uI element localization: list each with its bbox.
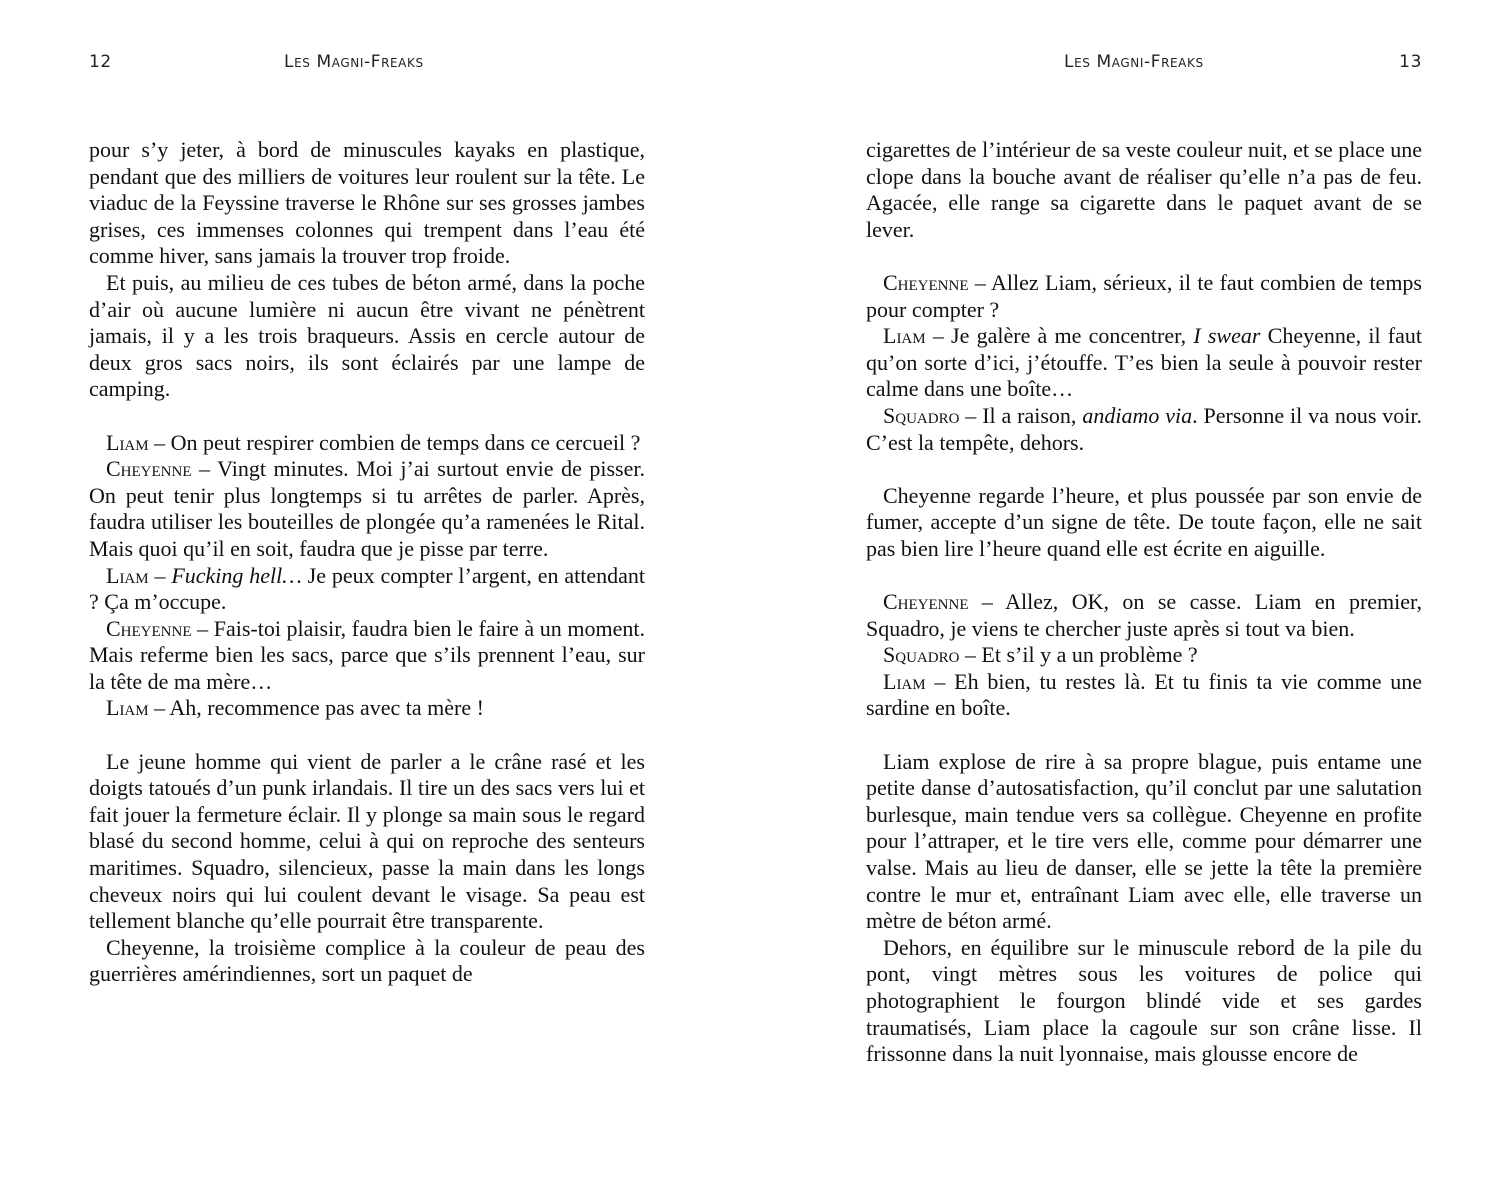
dialogue-line xyxy=(866,589,1422,642)
dialogue-text: – On peut respirer combien de temps dans ce cercueil ? xyxy=(148,429,641,455)
dialogue-text: – Vingt minutes. Moi j’ai surtout envie de pisser. On peut tenir plus longtemps si tu arrêtes de parler. Après, faudra utiliser les bouteilles de plongée qu’a ramenées le Rital. Mais quoi qu’il en soit, faudra que je pisse par terre. xyxy=(89,456,645,561)
dialogue-line xyxy=(89,456,645,562)
speaker-name: Squadro xyxy=(883,642,960,668)
left-page-body xyxy=(89,137,645,988)
paragraph: Dehors, en équilibre sur le minuscule rebord de la pile du pont, vingt mètres sous les voitures de police qui photographient le fourgon blindé vide et ses gardes traumatisés, Liam place la cagoule sur son crâne lisse. Il frissonne dans la nuit lyonnaise, mais glousse encore de xyxy=(866,934,1422,1067)
dialogue-text: Je peux compter l’argent, en attendant ? Ça m’occupe. xyxy=(89,562,646,615)
dialogue-text: – Allez Liam, sérieux, il te faut combien de temps pour compter ? xyxy=(866,269,1422,322)
dialogue-dash: – Je galère à me concentrer, xyxy=(925,323,1194,349)
speaker-name: Liam xyxy=(106,562,149,588)
dialogue-line xyxy=(866,403,1422,456)
running-title-left: Les Magni-Freaks xyxy=(284,52,424,72)
dialogue-line xyxy=(89,695,645,722)
speaker-name: Squadro xyxy=(883,402,960,428)
speaker-name: Cheyenne xyxy=(106,456,192,482)
dialogue-text: . Personne il va nous voir. C’est la tempête, dehors. xyxy=(866,402,1422,455)
paragraph: Cheyenne regarde l’heure, et plus poussée par son envie de fumer, accepte d’un signe de tête. De toute façon, elle ne sait pas bien lire l’heure quand elle est écrite en aiguille. xyxy=(866,482,1422,561)
dialogue-text: Cheyenne, il faut qu’on sorte d’ici, j’étouffe. T’es bien la seule à pouvoir rester calme dans une boîte… xyxy=(866,323,1422,402)
italic-phrase: Fucking hell… xyxy=(171,562,302,588)
paragraph: cigarettes de l’intérieur de sa veste couleur nuit, et se place une clope dans la bouche avant de réaliser qu’elle n’a pas de feu. Agacée, elle range sa cigarette dans le paquet avant de se lever. xyxy=(866,137,1422,242)
left-running-head xyxy=(89,52,645,76)
paragraph: Le jeune homme qui vient de parler a le crâne rasé et les doigts tatoués d’un punk irlandais. Il tire un des sacs vers lui et fait jouer la fermeture éclair. Il y plonge sa main sous le regard blasé du second homme, celui à qui on reproche des senteurs maritimes. Squadro, silencieux, passe la main dans les longs cheveux noirs qui lui coulent devant le visage. Sa peau est tellement blanche qu’elle pourrait être transparente. xyxy=(89,748,645,934)
italic-phrase: andiamo via xyxy=(1082,402,1193,428)
paragraph: pour s’y jeter, à bord de minuscules kayaks en plastique, pendant que des milliers de voitures leur roulent sur la tête. Le viaduc de la Feyssine traverse le Rhône sur ses grosses jambes grises, ces immenses colonnes qui trempent dans l’eau été comme hiver, sans jamais la trouver trop froide. xyxy=(89,137,645,269)
dialogue-line xyxy=(866,270,1422,323)
dialogue-dash: – xyxy=(148,562,172,588)
right-page xyxy=(866,0,1422,1200)
dialogue-text: – Et s’il y a un problème ? xyxy=(959,642,1198,668)
dialogue-line xyxy=(866,323,1422,403)
page-number-right: 13 xyxy=(1399,52,1422,72)
dialogue-line xyxy=(89,430,645,457)
dialogue-dash: – Il a raison, xyxy=(959,402,1083,428)
dialogue-line xyxy=(866,669,1422,722)
paragraph: Et puis, au milieu de ces tubes de béton armé, dans la poche d’air où aucune lumière ni aucun être vivant ne pénètrent jamais, il y a les trois braqueurs. Assis en cercle autour de deux gros sacs noirs, ils sont éclairés par une lampe de camping. xyxy=(89,269,645,402)
running-title-right: Les Magni-Freaks xyxy=(1064,52,1204,72)
speaker-name: Liam xyxy=(106,695,149,721)
paragraph: Cheyenne, la troisième complice à la couleur de peau des guerrières amérindiennes, sort un paquet de xyxy=(89,934,645,987)
speaker-name: Cheyenne xyxy=(883,269,969,295)
dialogue-text: – Allez, OK, on se casse. Liam en premier, Squadro, je viens te chercher juste après si tout va bien. xyxy=(866,589,1422,641)
dialogue-line xyxy=(89,563,645,616)
paragraph: Liam explose de rire à sa propre blague, puis entame une petite danse d’autosatisfaction, qu’il conclut par une salutation burlesque, main tendue vers sa collègue. Cheyenne en profite pour l’attraper, et le tire vers elle, comme pour démarrer une valse. Mais au lieu de danser, elle se jette la tête la première contre le mur et, entraînant Liam avec elle, elle traverse un mètre de béton armé. xyxy=(866,748,1422,934)
dialogue-text: – Ah, recommence pas avec ta mère ! xyxy=(148,695,484,721)
italic-phrase: I swear xyxy=(1193,323,1261,349)
page-number-left: 12 xyxy=(89,52,112,72)
right-page-body xyxy=(866,137,1422,1068)
right-running-head xyxy=(866,52,1422,76)
speaker-name: Liam xyxy=(106,429,149,455)
left-page xyxy=(89,0,645,1200)
speaker-name: Liam xyxy=(883,323,926,349)
speaker-name: Liam xyxy=(883,668,926,694)
dialogue-text: – Eh bien, tu restes là. Et tu finis ta vie comme une sardine en boîte. xyxy=(866,668,1422,721)
speaker-name: Cheyenne xyxy=(106,615,192,641)
dialogue-text: – Fais-toi plaisir, faudra bien le faire à un moment. Mais referme bien les sacs, parce que s’ils prennent l’eau, sur la tête de ma mère… xyxy=(89,615,645,694)
dialogue-line xyxy=(89,616,645,696)
speaker-name: Cheyenne xyxy=(883,589,969,615)
dialogue-line xyxy=(866,642,1422,669)
